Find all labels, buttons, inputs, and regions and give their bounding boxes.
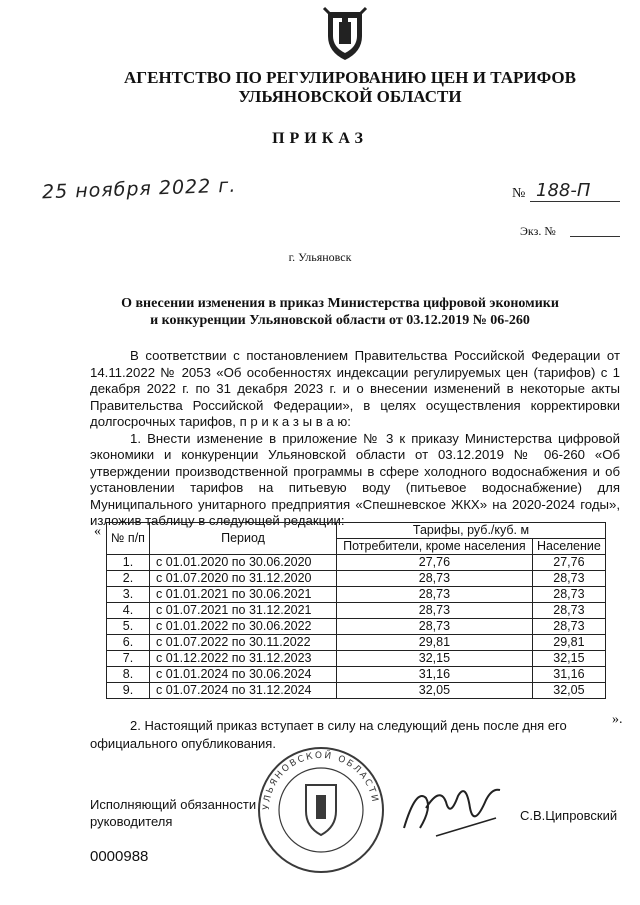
table-row [107,587,606,603]
row-no: 6. [107,635,150,651]
row-population: 27,76 [532,555,605,571]
copy-number-label: Экз. № [520,224,556,238]
row-population: 28,73 [532,587,605,603]
subject-line1: О внесении изменения в приказ Министерства цифровой экономики [121,296,559,311]
row-period: с 01.07.2021 по 31.12.2021 [150,603,337,619]
table-row [107,619,606,635]
body-paragraph-3: 2. Настоящий приказ вступает в силу на следующий день после дня его официального опубликования. [90,718,567,751]
document-serial-number: 0000988 [90,848,149,865]
row-consumers: 28,73 [337,587,533,603]
row-consumers: 28,73 [337,619,533,635]
row-population: 28,73 [532,603,605,619]
signer-role-line2: руководителя [90,814,173,829]
signer-role-line1: Исполняющий обязанности [90,797,257,812]
tariff-table [106,522,606,699]
tariff-table-body [107,555,606,699]
table-row [107,603,606,619]
order-number-prefix: № [512,186,526,201]
header-consumers: Потребители, кроме населения [337,539,533,555]
table-row [107,571,606,587]
copy-number-underline [570,236,620,237]
row-no: 5. [107,619,150,635]
table-row [107,635,606,651]
row-consumers: 28,73 [337,603,533,619]
row-no: 2. [107,571,150,587]
official-seal-icon [256,745,386,875]
row-period: с 01.07.2020 по 31.12.2020 [150,571,337,587]
header-no: № п/п [107,523,150,555]
row-consumers: 32,15 [337,651,533,667]
handwritten-signature-icon [396,778,506,844]
row-no: 8. [107,667,150,683]
coat-of-arms-icon [322,6,368,62]
row-period: с 01.07.2024 по 31.12.2024 [150,683,337,699]
row-consumers: 28,73 [337,571,533,587]
row-no: 9. [107,683,150,699]
row-period: с 01.01.2024 по 30.06.2024 [150,667,337,683]
row-population: 29,81 [532,635,605,651]
header-period: Период [150,523,337,555]
row-period: с 01.01.2021 по 30.06.2021 [150,587,337,603]
row-consumers: 31,16 [337,667,533,683]
order-date: 25 ноября 2022 г. [41,174,237,204]
row-period: с 01.01.2020 по 30.06.2020 [150,555,337,571]
seal-text: УЛЬЯНОВСКОЙ ОБЛАСТИ [261,750,380,811]
row-no: 7. [107,651,150,667]
row-period: с 01.07.2022 по 30.11.2022 [150,635,337,651]
row-consumers: 32,05 [337,683,533,699]
subject-line2: и конкуренции Ульяновской области от 03.12.2019 № 06-260 [150,313,530,328]
city: г. Ульяновск [288,250,352,264]
order-title: ПРИКАЗ [272,130,368,147]
signer-name: С.В.Ципровский [520,808,618,823]
row-population: 31,16 [532,667,605,683]
row-consumers: 27,76 [337,555,533,571]
table-row [107,555,606,571]
table-row [107,667,606,683]
order-number: 188-П [536,180,591,201]
agency-name-line1: АГЕНТСТВО ПО РЕГУЛИРОВАНИЮ ЦЕН И ТАРИФОВ [124,68,576,87]
body-paragraph-1: В соответствии с постановлением Правительства Российской Федерации от 14.11.2022 № 2053 «Об особенностях индексации регулируемых цен (тарифов) с 1 декабря 2022 г. по 31 декабря 2023 г. и о внесении изменений в некоторые акты Правительства Российской Федерации», в целях осуществления корректировки долгосрочных тарифов, п р и к а з ы в а ю: [90,348,620,429]
header-population: Население [532,539,605,555]
agency-name-line2: УЛЬЯНОВСКОЙ ОБЛАСТИ [238,87,462,106]
table-row [107,651,606,667]
agency-name [60,68,640,106]
quote-close: ». [612,712,623,727]
table-row [107,683,606,699]
row-no: 4. [107,603,150,619]
row-period: с 01.12.2022 по 31.12.2023 [150,651,337,667]
order-subject [90,295,590,329]
row-population: 32,05 [532,683,605,699]
signer-role [90,796,256,830]
row-population: 32,15 [532,651,605,667]
order-number-underline [530,201,620,202]
order-body [90,348,620,530]
quote-open: « [94,524,101,539]
row-population: 28,73 [532,571,605,587]
row-population: 28,73 [532,619,605,635]
body-paragraph-2: 1. Внести изменение в приложение № 3 к приказу Министерства цифровой экономики и конкуренции Ульяновской области от 03.12.2019 № 06-260 «Об утверждении производственной программы в сфере холодного водоснабжения и об установлении тарифов на питьевую воду (питьевое водоснабжение) для Муниципального унитарного предприятия «Спешневское ЖКХ» на 2020-2024 годы», изложив таблицу в следующей редакции: [90,430,620,528]
header-tariffs: Тарифы, руб./куб. м [337,523,606,539]
row-no: 3. [107,587,150,603]
row-no: 1. [107,555,150,571]
row-period: с 01.01.2022 по 30.06.2022 [150,619,337,635]
row-consumers: 29,81 [337,635,533,651]
